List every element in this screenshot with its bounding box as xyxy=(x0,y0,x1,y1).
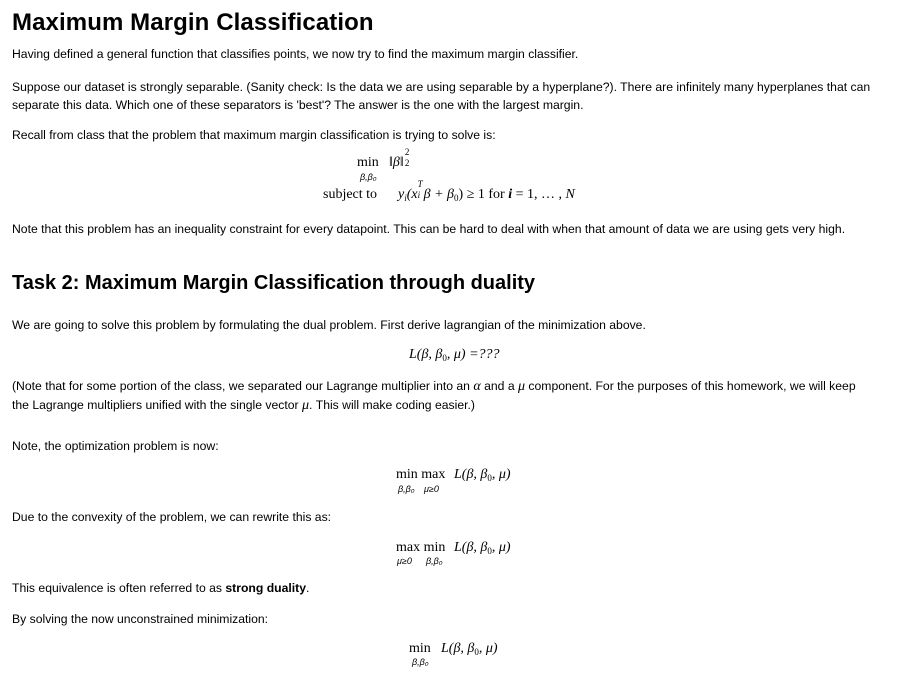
eq3-operators: min max xyxy=(396,467,446,482)
now-paragraph: Note, the optimization problem is now: xyxy=(12,439,219,453)
page-title: Maximum Margin Classification xyxy=(12,9,374,36)
recall-paragraph: Recall from class that the problem that maximum margin classification is trying to solve is: xyxy=(12,128,496,142)
strong-duality-term: strong duality xyxy=(225,581,306,595)
lagrangian-equation: L(β, $\beta_0$, μ) =??? xyxy=(409,347,500,363)
eq3-body: L(β, $\beta_0$, μ) xyxy=(454,467,511,483)
eq1-objective: ‖β‖ 2 2 xyxy=(389,147,410,170)
intro-paragraph: Having defined a general function that classifies points, we now try to find the maximum margin classifier. xyxy=(12,47,579,61)
constraint-note-paragraph: Note that this problem has an inequality constraint for every datapoint. This can be hard to deal with when that amount of data we are using gets very high. xyxy=(12,222,846,236)
eq5-min-subscript: β,β₀ xyxy=(412,657,429,667)
eq3-sub-1: β,β₀ xyxy=(398,484,415,494)
convexity-paragraph: Due to the convexity of the problem, we can rewrite this as: xyxy=(12,510,332,524)
eq4-sub-2: β,β₀ xyxy=(426,556,443,566)
separable-line-2: separate this data. Which one of these separators is 'best'? The answer is the one with the largest margin. xyxy=(12,98,584,112)
eq1-min-operator: min xyxy=(357,155,379,170)
separable-line-1: Suppose our dataset is strongly separable. (Sanity check: Is the data we are using separable by a hyperplane?). There are infinitely many hyperplanes that can xyxy=(12,80,871,94)
eq1-constraint: $y_i(x$ T i $\beta + \beta_0) \ge 1$ for i = 1, … , N xyxy=(398,179,575,203)
lagrange-note-paragraph: (Note that for some portion of the class, we separated our Lagrange multiplier into an α and a μ component. For the purposes of this homework, we will keep the Lagrange multipliers unified with the single vector μ. This will make coding easier.) xyxy=(12,379,856,413)
eq1-subject-to-label: subject to xyxy=(323,187,378,202)
dual-paragraph: We are going to solve this problem by formulating the dual problem. First derive lagrangian of the minimization above. xyxy=(12,318,646,332)
eq4-operators: max min xyxy=(396,540,446,555)
eq4-body: L(β, $\beta_0$, μ) xyxy=(454,540,511,556)
eq5-body: L(β, $\beta_0$, μ) xyxy=(441,641,498,657)
separable-paragraph xyxy=(12,78,904,114)
eq1-min-subscript: β,β₀ xyxy=(360,172,377,182)
eq3-sub-2: μ≥0 xyxy=(424,484,439,494)
task-2-heading: Task 2: Maximum Margin Classification through duality xyxy=(12,272,536,294)
eq4-sub-1: μ≥0 xyxy=(397,556,412,566)
strong-duality-paragraph: This equivalence is often referred to as strong duality. xyxy=(12,581,310,595)
solving-paragraph: By solving the now unconstrained minimization: xyxy=(12,612,269,626)
eq5-min-operator: min xyxy=(409,641,431,656)
